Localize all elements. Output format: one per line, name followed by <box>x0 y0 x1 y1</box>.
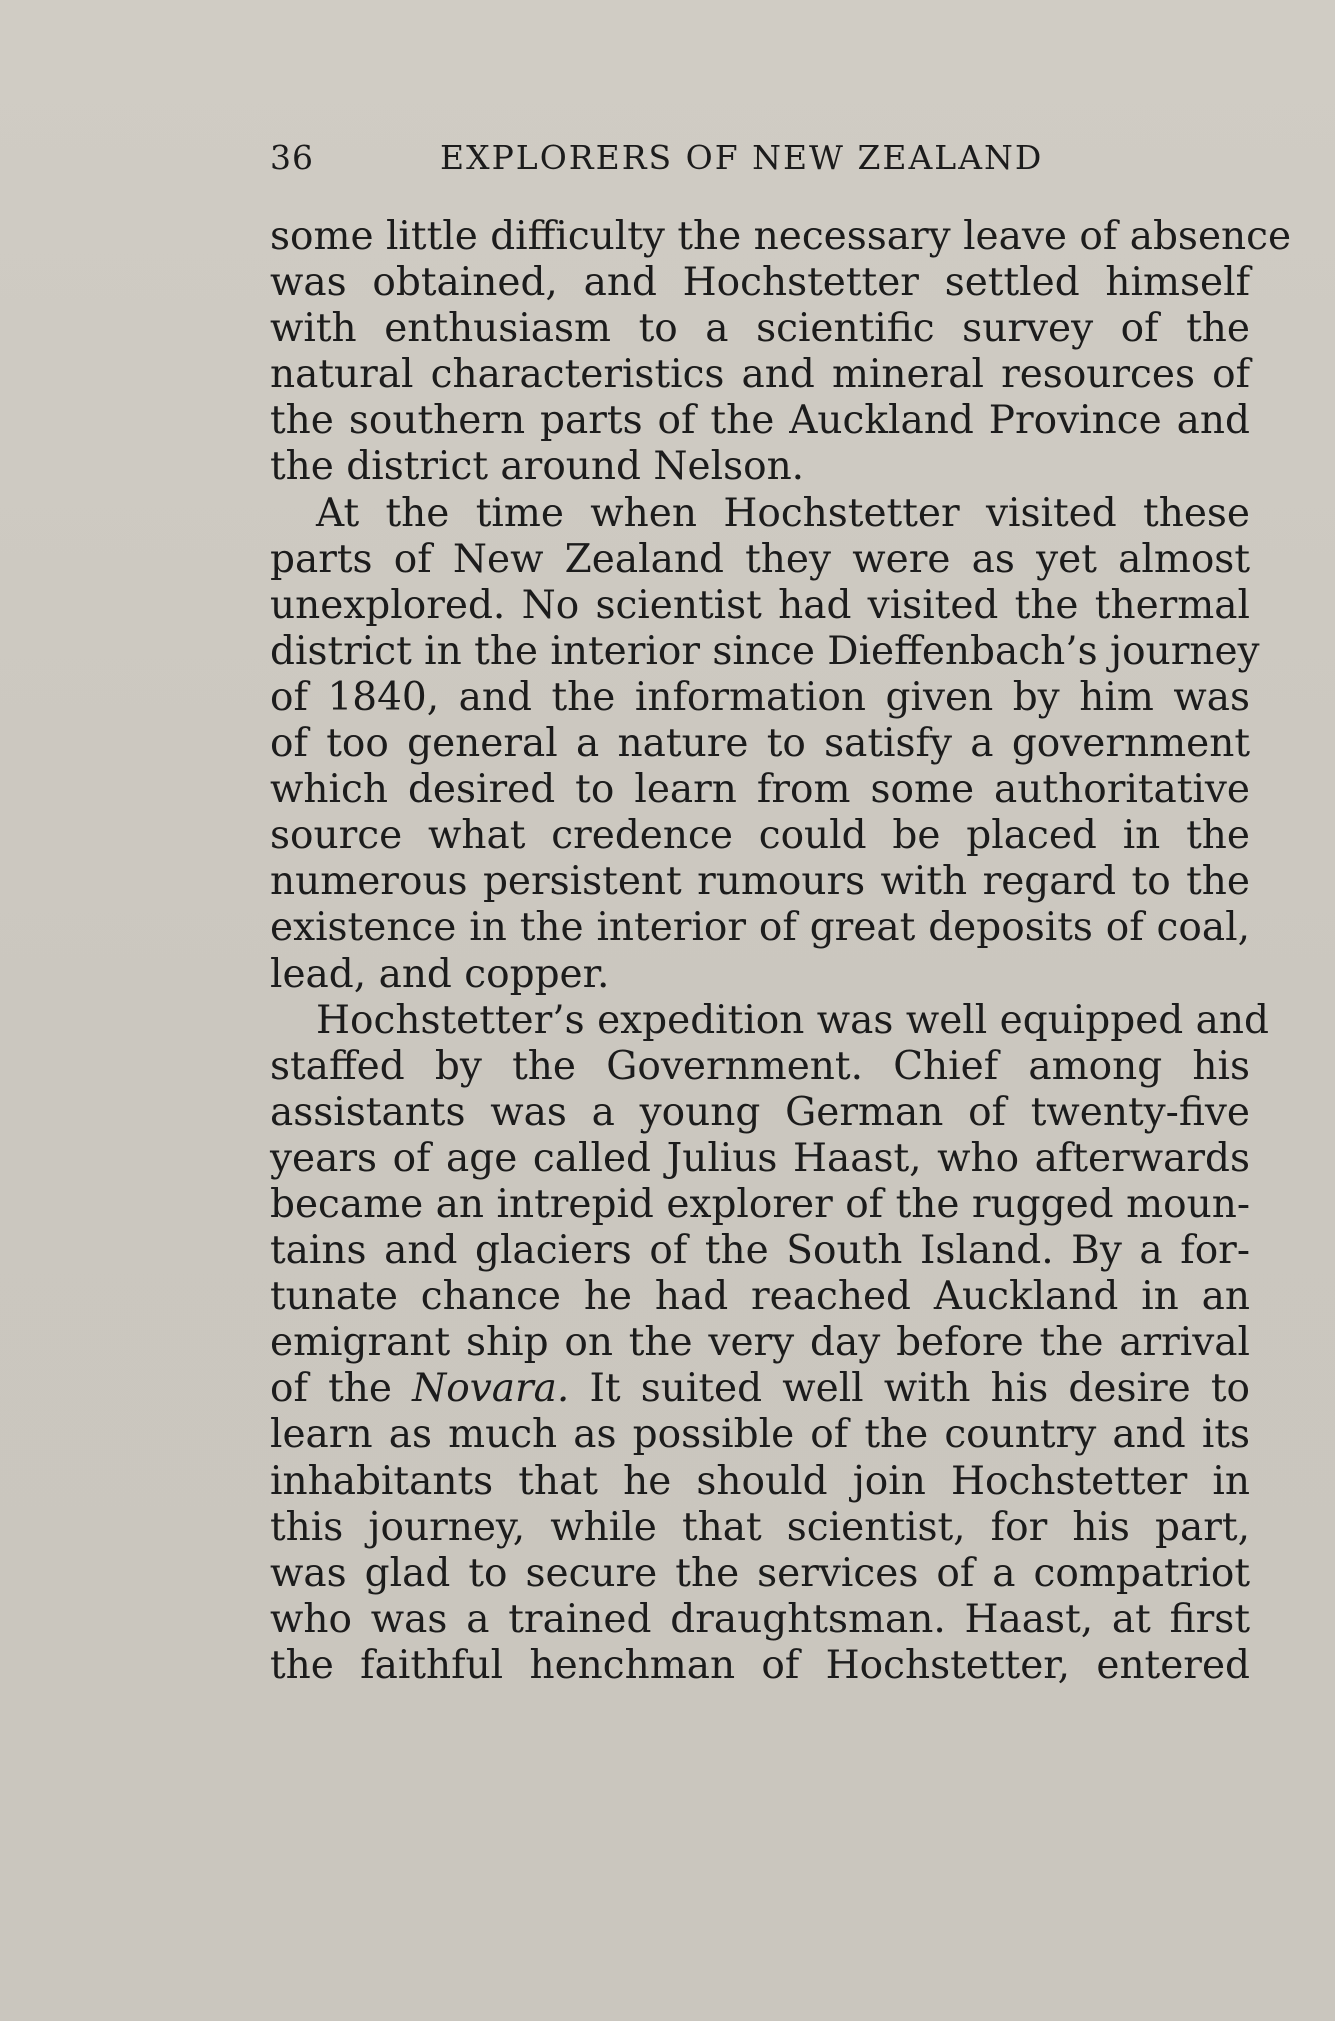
text-line: the faithful henchman of Hochstetter, entered <box>270 1642 1250 1688</box>
text-line: the district around Nelson. <box>270 444 805 490</box>
text-line: learn as much as possible of the country and its <box>270 1412 1250 1458</box>
text-line: was glad to secure the services of a compatriot <box>270 1550 1250 1596</box>
text-line: tunate chance he had reached Auckland in an <box>270 1274 1250 1320</box>
text-line: was obtained, and Hochstetter settled himself <box>270 260 1250 306</box>
text-line: At the time when Hochstetter visited these <box>316 490 1250 536</box>
text-line: of too general a nature to satisfy a government <box>270 721 1250 767</box>
text-line: existence in the interior of great deposits of coal, <box>270 905 1250 951</box>
ship-name-italic: Novara. <box>412 1366 570 1412</box>
text-line: inhabitants that he should join Hochstetter in <box>270 1458 1250 1504</box>
text-line: staffed by the Government. Chief among his <box>270 1043 1250 1089</box>
text-line: unexplored. No scientist had visited the thermal <box>270 582 1250 628</box>
text-line: parts of New Zealand they were as yet almost <box>270 536 1250 582</box>
text-line: years of age called Julius Haast, who afterwards <box>270 1135 1250 1181</box>
line-prefix: of the <box>270 1366 392 1412</box>
text-line: numerous persistent rumours with regard to the <box>270 859 1250 905</box>
text-line: with enthusiasm to a scientific survey of the <box>270 306 1250 352</box>
text-line: assistants was a young German of twenty-five <box>270 1089 1250 1135</box>
page-header <box>270 138 1250 182</box>
text-line: became an intrepid explorer of the rugged moun- <box>270 1181 1250 1227</box>
text-line: which desired to learn from some authoritative <box>270 767 1250 813</box>
text-line: this journey, while that scientist, for his part, <box>270 1504 1250 1550</box>
text-line: district in the interior since Dieffenbach’s journey <box>270 628 1260 674</box>
text-line: tains and glaciers of the South Island. By a for- <box>270 1228 1250 1274</box>
text-line-with-italic <box>270 1366 1250 1412</box>
text-line: the southern parts of the Auckland Province and <box>270 398 1250 444</box>
text-line: emigrant ship on the very day before the arrival <box>270 1320 1250 1366</box>
text-line: Hochstetter’s expedition was well equipped and <box>316 997 1269 1043</box>
line-suffix: It suited well with his desire to <box>589 1366 1250 1412</box>
text-line: natural characteristics and mineral resources of <box>270 352 1250 398</box>
text-line: some little difficulty the necessary leave of absence <box>270 214 1292 259</box>
text-line: who was a trained draughtsman. Haast, at first <box>270 1596 1250 1642</box>
text-line: lead, and copper. <box>270 951 610 997</box>
body-text <box>270 214 1292 1689</box>
running-head: EXPLORERS OF NEW ZEALAND <box>440 138 1044 177</box>
text-line: of 1840, and the information given by him was <box>270 674 1250 720</box>
page-number: 36 <box>270 138 314 177</box>
text-line: source what credence could be placed in the <box>270 813 1250 859</box>
